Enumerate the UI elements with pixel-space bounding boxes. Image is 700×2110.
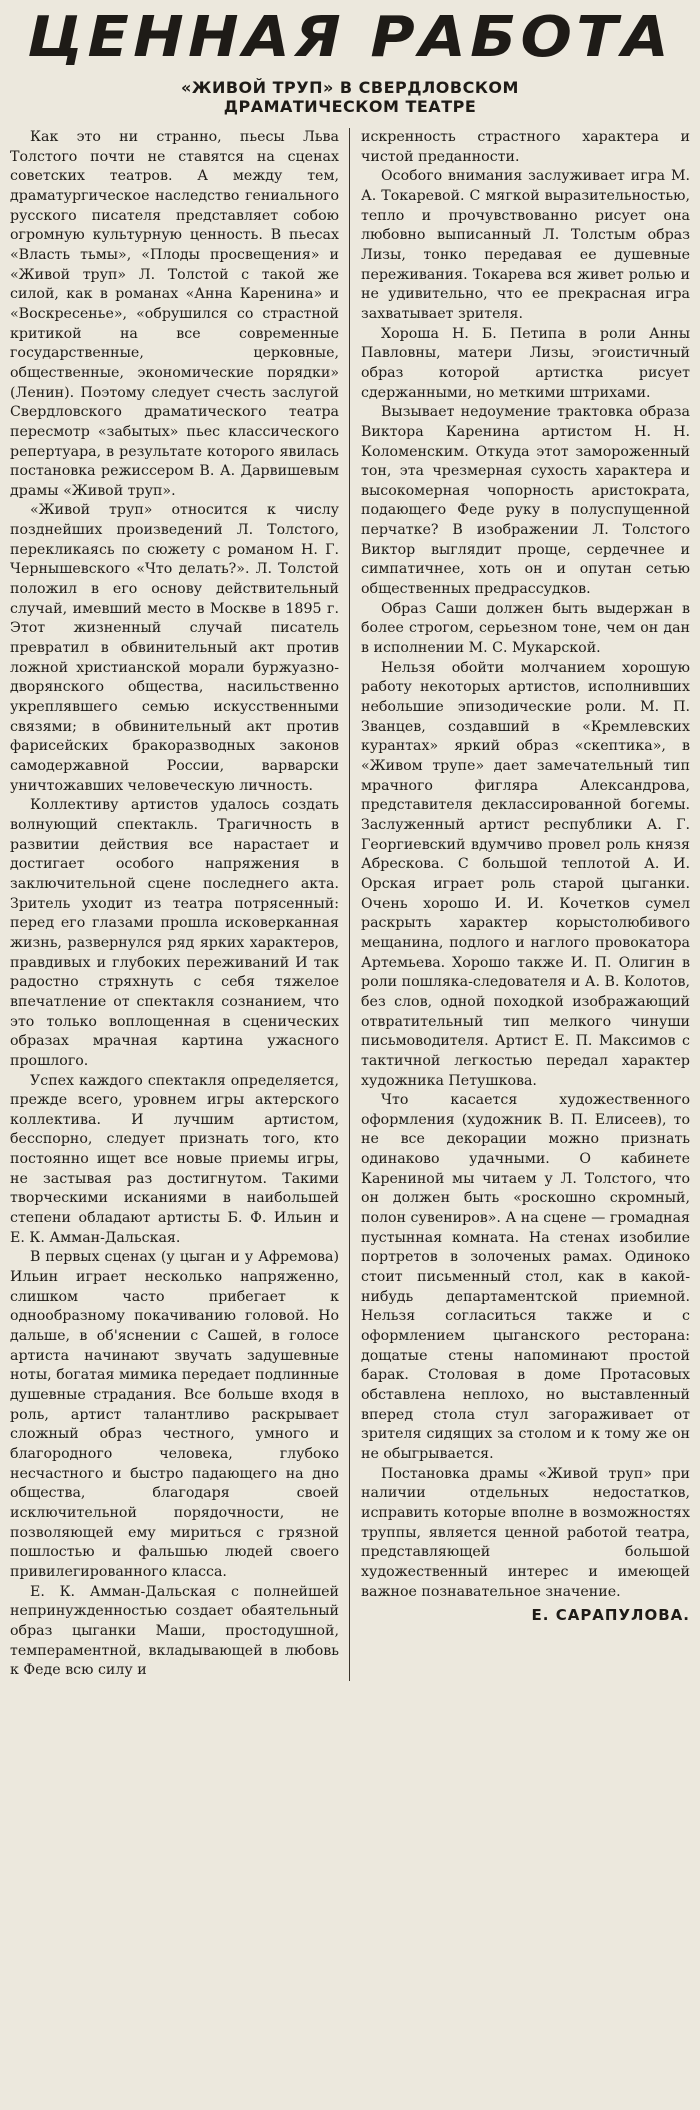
paragraph: Вызывает недоумение трактовка образа Виктора Каренина артистом Н. Н. Коломенским. Откуда этот замороженный тон, эта чрезмерная сухость характера и высокомерная чопорность аристократа, подающего Феде руку в полуспущенной перчатке? В изображении Л. Толстого Виктор выглядит проще, сердечнее и симпатичнее, хоть он и опутан сетью общественных предрассудков. [361,404,690,598]
paragraph: Е. К. Амман-Дальская с полнейшей непринужденностью создает обаятельный образ цыганки Маши, простодушной, темпераментной, вкладывающей в любовь к Феде всю силу и [10,1583,339,1679]
right-column [350,128,690,1681]
author-signature: Е. САРАПУЛОВА. [531,1606,690,1625]
paragraph: Постановка драмы «Живой труп» при наличии отдельных недостатков, исправить которые вполне в возможностях труппы, является ценной работой театра, представляющей большой художественный интерес и имеющей важное познавательное значение. [361,1465,690,1600]
subheadline-line-2: ДРАМАТИЧЕСКОМ ТЕАТРЕ [223,97,477,116]
subheadline-line-1: «ЖИВОЙ ТРУП» В СВЕРДЛОВСКОМ [181,78,519,97]
left-column [10,128,350,1681]
paragraph: «Живой труп» относится к числу позднейших произведений Л. Толстого, перекликаясь по сюжету с романом Н. Г. Чернышевского «Что делать?». Л. Толстой положил в его основу действительный случай, имевший место в Москве в 1895 г. Этот жизненный случай писатель превратил в обвинительный акт против ложной христианской морали буржуазно-дворянского общества, насильственно укреплявшего семью искусственными связями; в обвинительный акт против фарисейских бракоразводных законов самодержавной России, варварски уничтожавших человеческую личность. [10,502,339,794]
paragraph: Что касается художественного оформления (художник В. П. Елисеев), то не все декорации можно признать одинаково удачными. О кабинете Карениной мы читаем у Л. Толстого, что он должен быть «роскошно скромный, полон сувениров». А на сцене — громадная пустынная комната. На стенах изобилие портретов в золоченых рамах. Одиноко стоит письменный стол, как в какой-нибудь департаментской приемной. Нельзя согласиться также и с оформлением цыганского ресторана: дощатые стены напоминают простой барак. Столовая в доме Протасовых обставлена неплохо, но выставленный вперед стола стул загораживает от зрителя сидящих за столом и к тому же он не обыгрывается. [361,1092,690,1462]
paragraph: Нельзя обойти молчанием хорошую работу некоторых артистов, исполнивших небольшие эпизодические роли. М. П. Званцев, создавший в «Кремлевских курантах» яркий образ «скептика», в «Живом трупе» дает замечательный тип мрачного фигляра Александрова, представителя деклассированной богемы. Заслуженный артист республики А. Г. Георгиевский вдумчиво провел роль князя Абрескова. С большой теплотой А. И. Орская играет роль старой цыганки. Очень хорошо И. И. Кочетков сумел раскрыть характер корыстолюбивого мещанина, подлого и наглого провокатора Артемьева. Хорошо также И. П. Олигин в роли пошляка-следователя и А. В. Колотов, без слов, одной походкой изображающий отвратительный тип мелкого чинуши письмоводителя. Артист Е. П. Максимов с тактичной легкостью передал характер художника Петушкова. [361,659,690,1089]
paragraph: Успех каждого спектакля определяется, прежде всего, уровнем игры актерского коллектива. И лучшим артистом, бесспорно, следует признать того, кто постоянно ищет все новые приемы игры, не застывая раз достигнутом. Такими творческими исканиями в наибольшей степени обладают артисты Б. Ф. Ильин и Е. К. Амман-Дальская. [10,1072,339,1246]
article-body [10,128,690,1681]
paragraph: Как это ни странно, пьесы Льва Толстого почти не ставятся на сценах советских театров. А между тем, драматургическое наследство гениального русского писателя представляет собою огромную культурную ценность. В пьесах «Власть тьмы», «Плоды просвещения» и «Живой труп» Л. Толстой с такой же силой, как в романах «Анна Каренина» и «Воскресенье», «обрушился со страстной критикой на все современные государственные, церковные, общественные, экономические порядки» (Ленин). Поэтому следует счесть заслугой Свердловского драматического театра пересмотр «забытых» пьес классического репертуара, в результате которого явилась постановка режиссером В. А. Дарвишевым драмы «Живой труп». [10,129,339,499]
paragraph: Коллективу артистов удалось создать волнующий спектакль. Трагичность в развитии действия все нарастает и достигает особого напряжения в заключительной сцене последнего акта. Зритель уходит из театра потрясенный: перед его глазами прошла исковерканная жизнь, развернулся ряд ярких характеров, правдивых и глубоких переживаний И так радостно стряхнуть с себя тяжелое впечатление от спектакля сознанием, что это только воплощенная в сценических образах мрачная картина ужасного прошлого. [10,797,339,1069]
paragraph: Образ Саши должен быть выдержан в более строгом, серьезном тоне, чем он дан в исполнении М. С. Мукарской. [361,600,690,657]
headline: ЦЕННАЯ РАБОТА [27,5,673,70]
paragraph: Хороша Н. Б. Петипа в роли Анны Павловны, матери Лизы, эгоистичный образ которой артистка рисует сдержанными, но меткими штрихами. [361,325,690,401]
paragraph: В первых сценах (у цыган и у Афремова) Ильин играет несколько напряженно, слишком часто прибегает к однообразному покачиванию головой. Но дальше, в об'яснении с Сашей, в голосе артиста начинают звучать задушевные ноты, богатая мимика передает подлинные душевные страдания. Все больше входя в роль, артист талантливо раскрывает сложный образ честного, умного и благородного человека, глубоко несчастного и быстро падающего на дно общества, благодаря своей исключительной порядочности, не позволяющей ему мириться с грязной пошлостью и фальшью людей своего привилегированного класса. [10,1249,339,1580]
paragraph: Особого внимания заслуживает игра М. А. Токаревой. С мягкой выразительностью, тепло и прочувствованно рисует она любовно выписанный Л. Толстым образ Лизы, тонко передавая ее душевные переживания. Токарева вся живет ролью и не удивительно, что ее прекрасная игра захватывает зрителя. [361,168,690,322]
paragraph-continued: искренность страстного характера и чистой преданности. [361,129,690,165]
subheadline [10,78,690,116]
